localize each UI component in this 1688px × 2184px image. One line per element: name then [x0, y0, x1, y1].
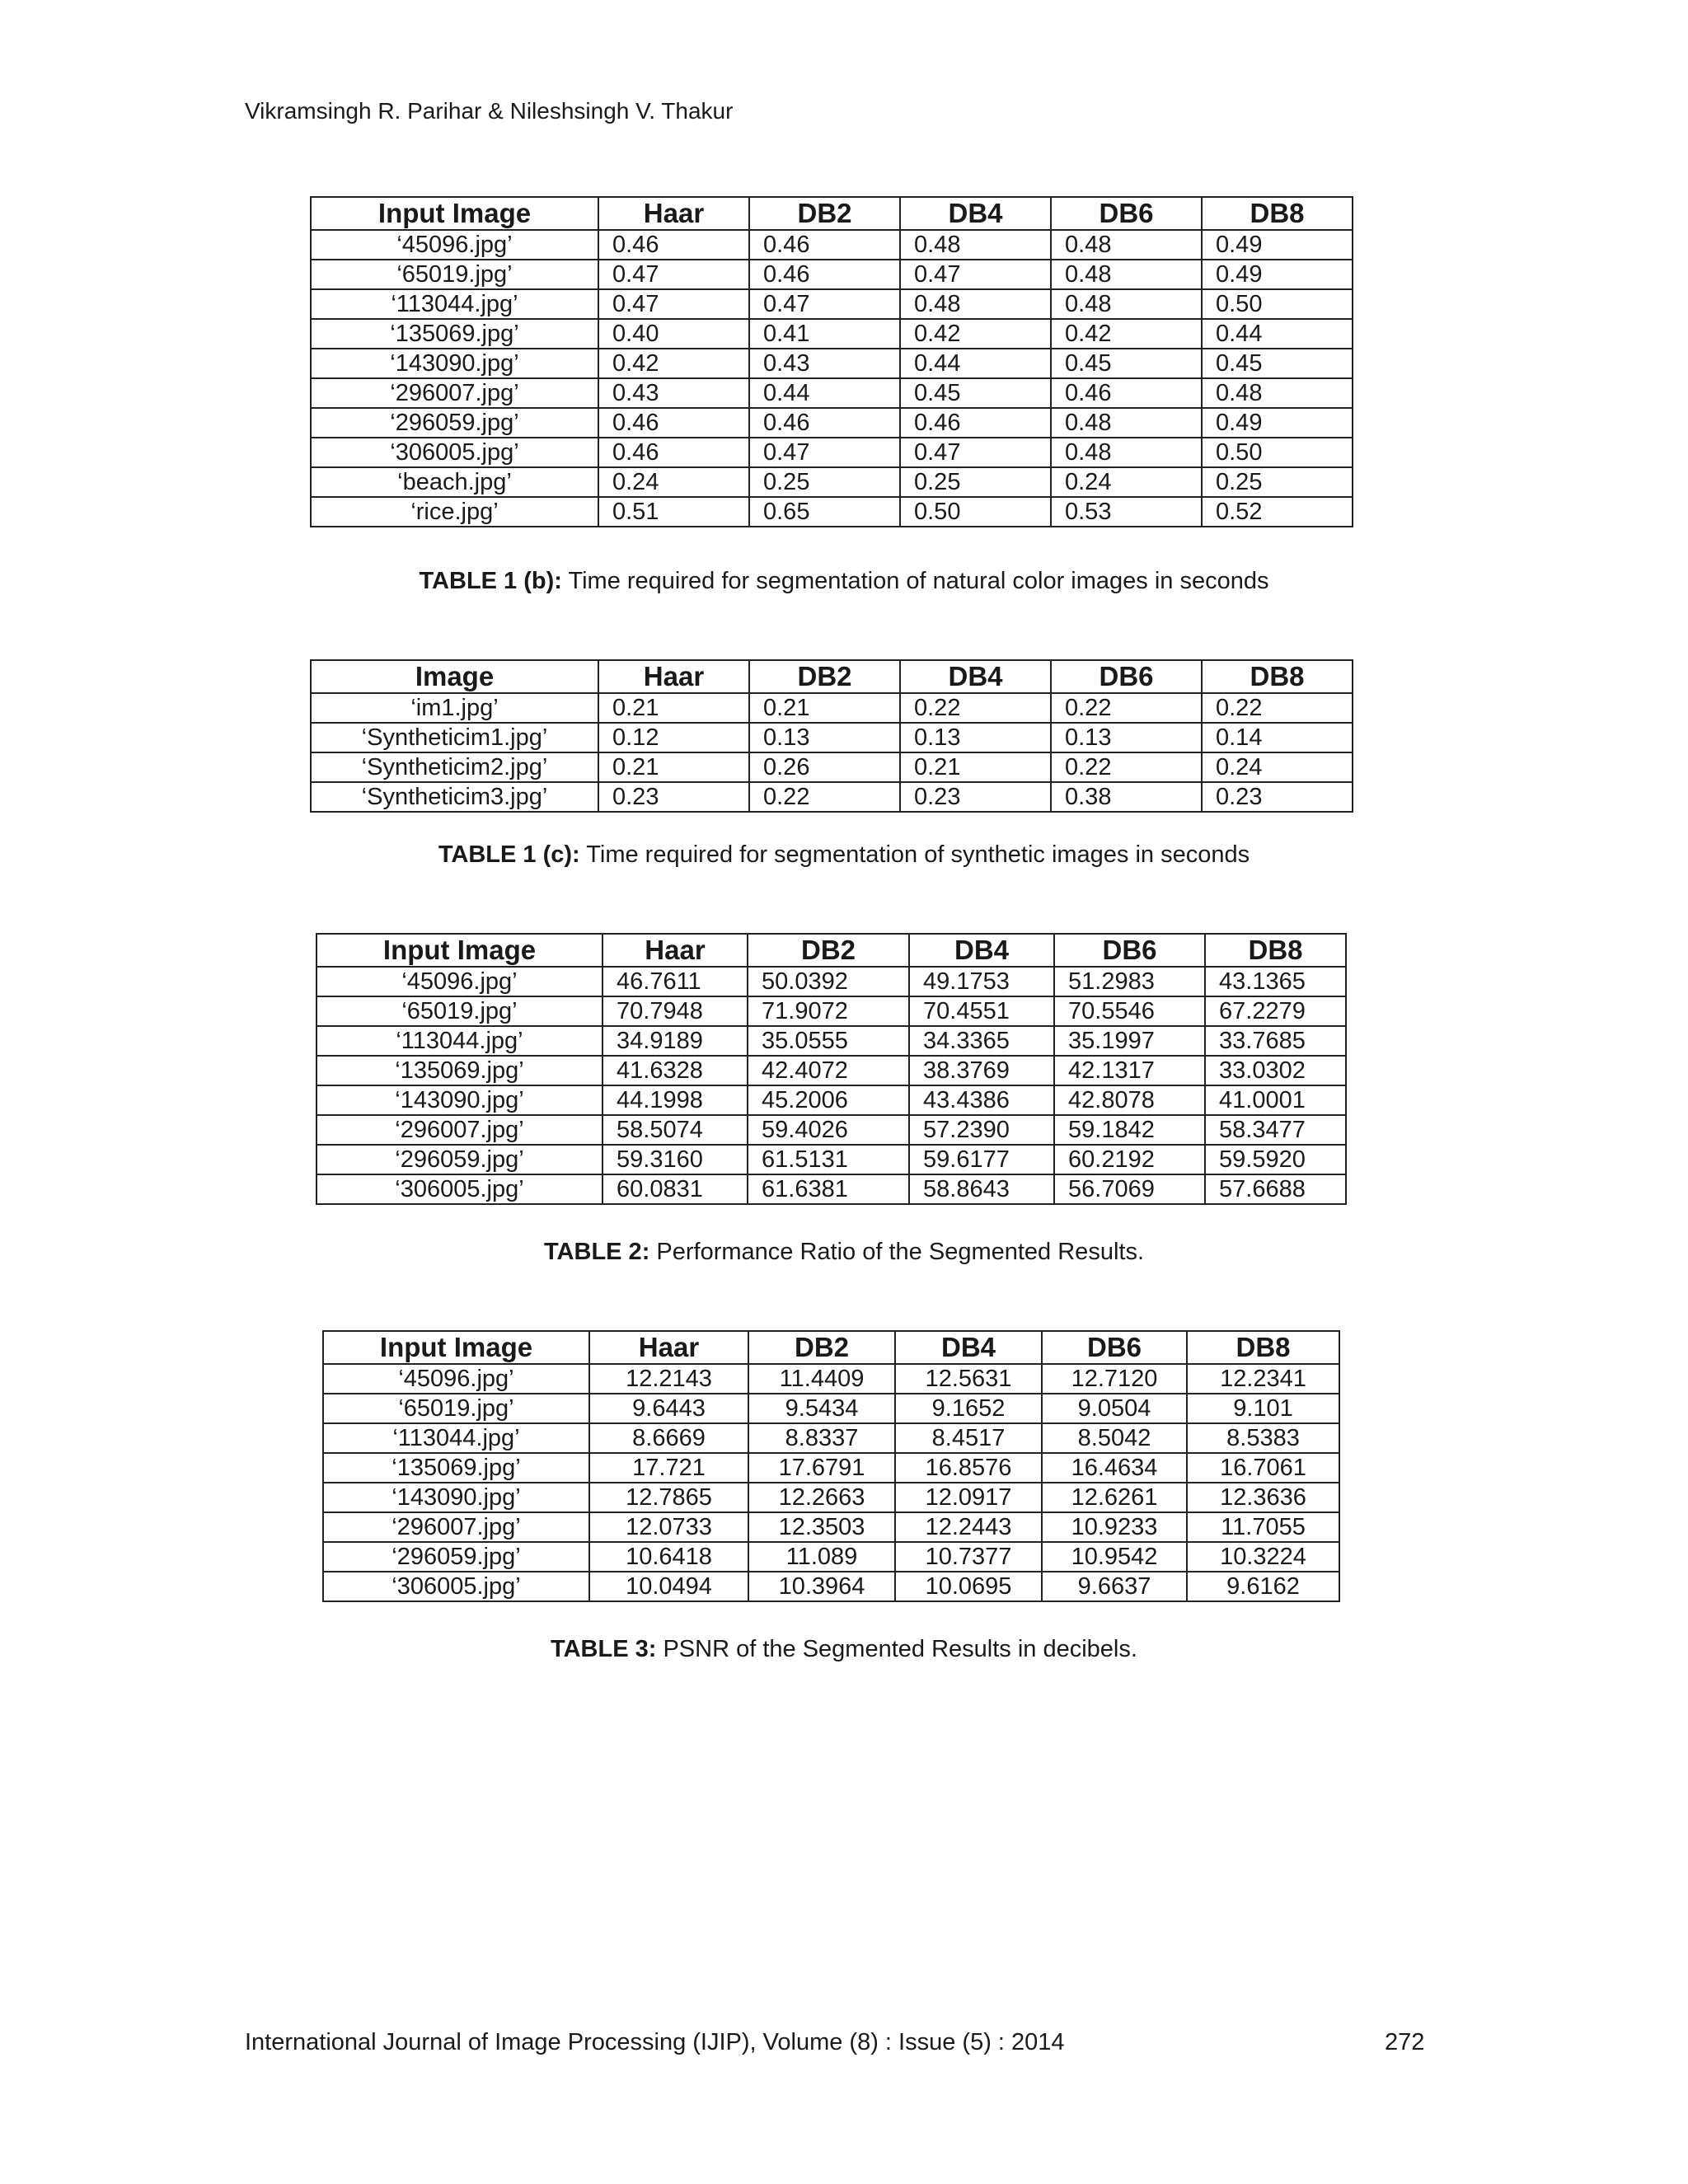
column-header: DB2: [748, 934, 909, 967]
value-cell: 59.5920: [1205, 1145, 1346, 1174]
value-cell: 12.7865: [589, 1483, 748, 1512]
column-header: Input Image: [316, 934, 603, 967]
value-cell: 0.50: [1202, 438, 1353, 467]
caption-text: Time required for segmentation of synthetic images in seconds: [579, 841, 1250, 868]
value-cell: 9.6443: [589, 1394, 748, 1423]
value-cell: 8.4517: [895, 1423, 1042, 1453]
value-cell: 12.3503: [748, 1512, 895, 1542]
value-cell: 12.0733: [589, 1512, 748, 1542]
column-header: DB8: [1202, 660, 1353, 693]
value-cell: 0.26: [749, 752, 900, 782]
value-cell: 0.24: [1051, 467, 1202, 497]
value-cell: 0.43: [749, 349, 900, 378]
value-cell: 67.2279: [1205, 996, 1346, 1026]
value-cell: 50.0392: [748, 967, 909, 996]
table-row: [311, 497, 1353, 527]
value-cell: 35.0555: [748, 1026, 909, 1056]
table-header-row: [311, 197, 1353, 230]
value-cell: 58.8643: [909, 1174, 1054, 1204]
caption-label: TABLE 1 (c):: [438, 841, 580, 868]
value-cell: 71.9072: [748, 996, 909, 1026]
value-cell: 9.0504: [1042, 1394, 1187, 1423]
image-name-cell: ‘296007.jpg’: [311, 378, 598, 408]
value-cell: 16.8576: [895, 1453, 1042, 1483]
value-cell: 12.6261: [1042, 1483, 1187, 1512]
value-cell: 10.3224: [1187, 1542, 1339, 1572]
value-cell: 0.21: [598, 752, 749, 782]
value-cell: 58.5074: [603, 1115, 748, 1145]
image-name-cell: ‘Syntheticim2.jpg’: [311, 752, 598, 782]
value-cell: 0.23: [598, 782, 749, 812]
table-row: [311, 782, 1353, 812]
table-row: [316, 1026, 1346, 1056]
value-cell: 0.46: [749, 230, 900, 260]
value-cell: 42.8078: [1054, 1085, 1205, 1115]
value-cell: 9.1652: [895, 1394, 1042, 1423]
image-name-cell: ‘beach.jpg’: [311, 467, 598, 497]
value-cell: 57.6688: [1205, 1174, 1346, 1204]
value-cell: 0.50: [900, 497, 1051, 527]
value-cell: 56.7069: [1054, 1174, 1205, 1204]
value-cell: 0.46: [598, 230, 749, 260]
image-name-cell: ‘113044.jpg’: [323, 1423, 589, 1453]
image-name-cell: ‘45096.jpg’: [316, 967, 603, 996]
table-row: [311, 467, 1353, 497]
value-cell: 0.42: [900, 319, 1051, 349]
value-cell: 12.2663: [748, 1483, 895, 1512]
table-row: [323, 1423, 1339, 1453]
table-row: [311, 260, 1353, 289]
caption-text: PSNR of the Segmented Results in decibels.: [656, 1636, 1137, 1662]
image-name-cell: ‘im1.jpg’: [311, 693, 598, 723]
column-header: Image: [311, 660, 598, 693]
table-row: [311, 349, 1353, 378]
table-row: [311, 289, 1353, 319]
column-header: DB2: [748, 1331, 895, 1364]
image-name-cell: ‘135069.jpg’: [323, 1453, 589, 1483]
value-cell: 38.3769: [909, 1056, 1054, 1085]
value-cell: 33.0302: [1205, 1056, 1346, 1085]
value-cell: 57.2390: [909, 1115, 1054, 1145]
value-cell: 0.48: [1051, 408, 1202, 438]
column-header: DB2: [749, 660, 900, 693]
value-cell: 0.25: [900, 467, 1051, 497]
value-cell: 0.21: [598, 693, 749, 723]
value-cell: 59.3160: [603, 1145, 748, 1174]
table-row: [316, 996, 1346, 1026]
table-row: [311, 408, 1353, 438]
value-cell: 10.7377: [895, 1542, 1042, 1572]
image-name-cell: ‘45096.jpg’: [311, 230, 598, 260]
value-cell: 0.40: [598, 319, 749, 349]
table-row: [323, 1483, 1339, 1512]
table-1c: [310, 659, 1353, 813]
table-row: [311, 378, 1353, 408]
value-cell: 44.1998: [603, 1085, 748, 1115]
column-header: DB6: [1054, 934, 1205, 967]
value-cell: 34.3365: [909, 1026, 1054, 1056]
value-cell: 0.14: [1202, 723, 1353, 752]
image-name-cell: ‘45096.jpg’: [323, 1364, 589, 1394]
value-cell: 0.48: [1051, 289, 1202, 319]
image-name-cell: ‘296059.jpg’: [311, 408, 598, 438]
table-1b-caption: [0, 568, 1688, 595]
value-cell: 43.1365: [1205, 967, 1346, 996]
image-name-cell: ‘135069.jpg’: [311, 319, 598, 349]
value-cell: 0.49: [1202, 260, 1353, 289]
table-row: [323, 1364, 1339, 1394]
table-header-row: [311, 660, 1353, 693]
value-cell: 0.49: [1202, 408, 1353, 438]
value-cell: 61.6381: [748, 1174, 909, 1204]
table-1c-caption: [0, 841, 1688, 869]
value-cell: 10.9233: [1042, 1512, 1187, 1542]
value-cell: 0.47: [749, 438, 900, 467]
value-cell: 0.22: [749, 782, 900, 812]
image-name-cell: ‘296007.jpg’: [316, 1115, 603, 1145]
image-name-cell: ‘Syntheticim1.jpg’: [311, 723, 598, 752]
value-cell: 12.7120: [1042, 1364, 1187, 1394]
value-cell: 12.0917: [895, 1483, 1042, 1512]
value-cell: 0.12: [598, 723, 749, 752]
table-row: [311, 693, 1353, 723]
value-cell: 0.13: [1051, 723, 1202, 752]
column-header: Haar: [598, 197, 749, 230]
value-cell: 0.25: [1202, 467, 1353, 497]
value-cell: 46.7611: [603, 967, 748, 996]
value-cell: 0.50: [1202, 289, 1353, 319]
image-name-cell: ‘135069.jpg’: [316, 1056, 603, 1085]
value-cell: 41.0001: [1205, 1085, 1346, 1115]
value-cell: 12.2443: [895, 1512, 1042, 1542]
value-cell: 16.7061: [1187, 1453, 1339, 1483]
value-cell: 0.52: [1202, 497, 1353, 527]
value-cell: 10.0494: [589, 1572, 748, 1601]
value-cell: 9.5434: [748, 1394, 895, 1423]
value-cell: 34.9189: [603, 1026, 748, 1056]
value-cell: 0.48: [1051, 438, 1202, 467]
value-cell: 9.101: [1187, 1394, 1339, 1423]
image-name-cell: ‘296059.jpg’: [316, 1145, 603, 1174]
value-cell: 0.46: [598, 438, 749, 467]
value-cell: 0.48: [1051, 260, 1202, 289]
value-cell: 70.4551: [909, 996, 1054, 1026]
value-cell: 11.7055: [1187, 1512, 1339, 1542]
value-cell: 0.48: [900, 289, 1051, 319]
value-cell: 0.46: [749, 260, 900, 289]
value-cell: 0.46: [1051, 378, 1202, 408]
column-header: DB4: [909, 934, 1054, 967]
table-row: [311, 230, 1353, 260]
table-1b: [310, 196, 1353, 527]
value-cell: 59.4026: [748, 1115, 909, 1145]
value-cell: 0.13: [900, 723, 1051, 752]
value-cell: 12.2143: [589, 1364, 748, 1394]
table-row: [311, 319, 1353, 349]
value-cell: 9.6637: [1042, 1572, 1187, 1601]
column-header: Haar: [589, 1331, 748, 1364]
value-cell: 0.22: [1202, 693, 1353, 723]
image-name-cell: ‘306005.jpg’: [311, 438, 598, 467]
value-cell: 8.5042: [1042, 1423, 1187, 1453]
value-cell: 0.45: [900, 378, 1051, 408]
column-header: DB4: [900, 660, 1051, 693]
value-cell: 61.5131: [748, 1145, 909, 1174]
image-name-cell: ‘113044.jpg’: [316, 1026, 603, 1056]
value-cell: 60.0831: [603, 1174, 748, 1204]
image-name-cell: ‘rice.jpg’: [311, 497, 598, 527]
table-row: [316, 1145, 1346, 1174]
table-row: [316, 1056, 1346, 1085]
value-cell: 0.42: [598, 349, 749, 378]
value-cell: 0.47: [598, 289, 749, 319]
value-cell: 10.3964: [748, 1572, 895, 1601]
table-2: [316, 933, 1347, 1205]
value-cell: 10.6418: [589, 1542, 748, 1572]
value-cell: 42.1317: [1054, 1056, 1205, 1085]
value-cell: 0.47: [598, 260, 749, 289]
value-cell: 0.23: [1202, 782, 1353, 812]
value-cell: 41.6328: [603, 1056, 748, 1085]
value-cell: 0.46: [749, 408, 900, 438]
table-header-row: [316, 934, 1346, 967]
value-cell: 33.7685: [1205, 1026, 1346, 1056]
value-cell: 0.44: [749, 378, 900, 408]
value-cell: 60.2192: [1054, 1145, 1205, 1174]
value-cell: 16.4634: [1042, 1453, 1187, 1483]
table-row: [316, 967, 1346, 996]
value-cell: 35.1997: [1054, 1026, 1205, 1056]
value-cell: 59.6177: [909, 1145, 1054, 1174]
caption-text: Time required for segmentation of natural color images in seconds: [561, 568, 1269, 594]
value-cell: 0.45: [1051, 349, 1202, 378]
running-header: Vikramsingh R. Parihar & Nileshsingh V. Thakur: [245, 98, 734, 124]
value-cell: 0.43: [598, 378, 749, 408]
value-cell: 70.7948: [603, 996, 748, 1026]
table-row: [311, 723, 1353, 752]
value-cell: 43.4386: [909, 1085, 1054, 1115]
image-name-cell: ‘65019.jpg’: [323, 1394, 589, 1423]
table-row: [323, 1542, 1339, 1572]
caption-label: TABLE 2:: [544, 1239, 650, 1265]
image-name-cell: ‘65019.jpg’: [311, 260, 598, 289]
table-3-caption: [0, 1636, 1688, 1663]
value-cell: 0.22: [1051, 693, 1202, 723]
journal-footer: International Journal of Image Processing (IJIP), Volume (8) : Issue (5) : 2014: [245, 2029, 1065, 2055]
table-row: [311, 752, 1353, 782]
image-name-cell: ‘Syntheticim3.jpg’: [311, 782, 598, 812]
value-cell: 58.3477: [1205, 1115, 1346, 1145]
value-cell: 0.21: [749, 693, 900, 723]
value-cell: 70.5546: [1054, 996, 1205, 1026]
value-cell: 0.48: [1202, 378, 1353, 408]
value-cell: 42.4072: [748, 1056, 909, 1085]
value-cell: 0.21: [900, 752, 1051, 782]
caption-label: TABLE 3:: [551, 1636, 657, 1662]
image-name-cell: ‘113044.jpg’: [311, 289, 598, 319]
value-cell: 0.22: [900, 693, 1051, 723]
column-header: DB6: [1051, 197, 1202, 230]
value-cell: 8.6669: [589, 1423, 748, 1453]
value-cell: 0.49: [1202, 230, 1353, 260]
column-header: Input Image: [323, 1331, 589, 1364]
value-cell: 0.46: [900, 408, 1051, 438]
value-cell: 0.25: [749, 467, 900, 497]
table-row: [316, 1174, 1346, 1204]
value-cell: 10.0695: [895, 1572, 1042, 1601]
value-cell: 8.8337: [748, 1423, 895, 1453]
value-cell: 59.1842: [1054, 1115, 1205, 1145]
value-cell: 11.089: [748, 1542, 895, 1572]
caption-label: TABLE 1 (b):: [419, 568, 562, 594]
value-cell: 12.5631: [895, 1364, 1042, 1394]
table-row: [316, 1085, 1346, 1115]
column-header: Haar: [598, 660, 749, 693]
value-cell: 0.22: [1051, 752, 1202, 782]
image-name-cell: ‘296059.jpg’: [323, 1542, 589, 1572]
value-cell: 17.6791: [748, 1453, 895, 1483]
table-row: [323, 1512, 1339, 1542]
column-header: DB8: [1202, 197, 1353, 230]
table-row: [323, 1394, 1339, 1423]
value-cell: 0.51: [598, 497, 749, 527]
value-cell: 0.45: [1202, 349, 1353, 378]
value-cell: 12.3636: [1187, 1483, 1339, 1512]
value-cell: 0.44: [900, 349, 1051, 378]
value-cell: 17.721: [589, 1453, 748, 1483]
value-cell: 45.2006: [748, 1085, 909, 1115]
value-cell: 0.48: [1051, 230, 1202, 260]
column-header: DB4: [895, 1331, 1042, 1364]
value-cell: 9.6162: [1187, 1572, 1339, 1601]
value-cell: 0.23: [900, 782, 1051, 812]
image-name-cell: ‘143090.jpg’: [323, 1483, 589, 1512]
table-row: [311, 438, 1353, 467]
value-cell: 0.24: [598, 467, 749, 497]
table-header-row: [323, 1331, 1339, 1364]
table-2-caption: [0, 1239, 1688, 1266]
table-row: [316, 1115, 1346, 1145]
image-name-cell: ‘65019.jpg’: [316, 996, 603, 1026]
image-name-cell: ‘306005.jpg’: [323, 1572, 589, 1601]
column-header: DB4: [900, 197, 1051, 230]
value-cell: 0.46: [598, 408, 749, 438]
value-cell: 0.53: [1051, 497, 1202, 527]
value-cell: 0.65: [749, 497, 900, 527]
table-row: [323, 1453, 1339, 1483]
value-cell: 10.9542: [1042, 1542, 1187, 1572]
column-header: DB6: [1042, 1331, 1187, 1364]
value-cell: 0.42: [1051, 319, 1202, 349]
image-name-cell: ‘306005.jpg’: [316, 1174, 603, 1204]
value-cell: 0.38: [1051, 782, 1202, 812]
caption-text: Performance Ratio of the Segmented Results.: [649, 1239, 1144, 1265]
value-cell: 0.48: [900, 230, 1051, 260]
value-cell: 0.47: [900, 260, 1051, 289]
value-cell: 8.5383: [1187, 1423, 1339, 1453]
value-cell: 11.4409: [748, 1364, 895, 1394]
table-3: [322, 1330, 1340, 1602]
column-header: DB8: [1205, 934, 1346, 967]
page-number: 272: [1385, 2029, 1425, 2055]
value-cell: 49.1753: [909, 967, 1054, 996]
image-name-cell: ‘143090.jpg’: [316, 1085, 603, 1115]
value-cell: 0.41: [749, 319, 900, 349]
image-name-cell: ‘143090.jpg’: [311, 349, 598, 378]
value-cell: 51.2983: [1054, 967, 1205, 996]
table-row: [323, 1572, 1339, 1601]
column-header: DB8: [1187, 1331, 1339, 1364]
value-cell: 0.13: [749, 723, 900, 752]
column-header: Input Image: [311, 197, 598, 230]
value-cell: 0.47: [900, 438, 1051, 467]
value-cell: 0.44: [1202, 319, 1353, 349]
column-header: Haar: [603, 934, 748, 967]
value-cell: 0.24: [1202, 752, 1353, 782]
image-name-cell: ‘296007.jpg’: [323, 1512, 589, 1542]
value-cell: 12.2341: [1187, 1364, 1339, 1394]
value-cell: 0.47: [749, 289, 900, 319]
column-header: DB2: [749, 197, 900, 230]
column-header: DB6: [1051, 660, 1202, 693]
